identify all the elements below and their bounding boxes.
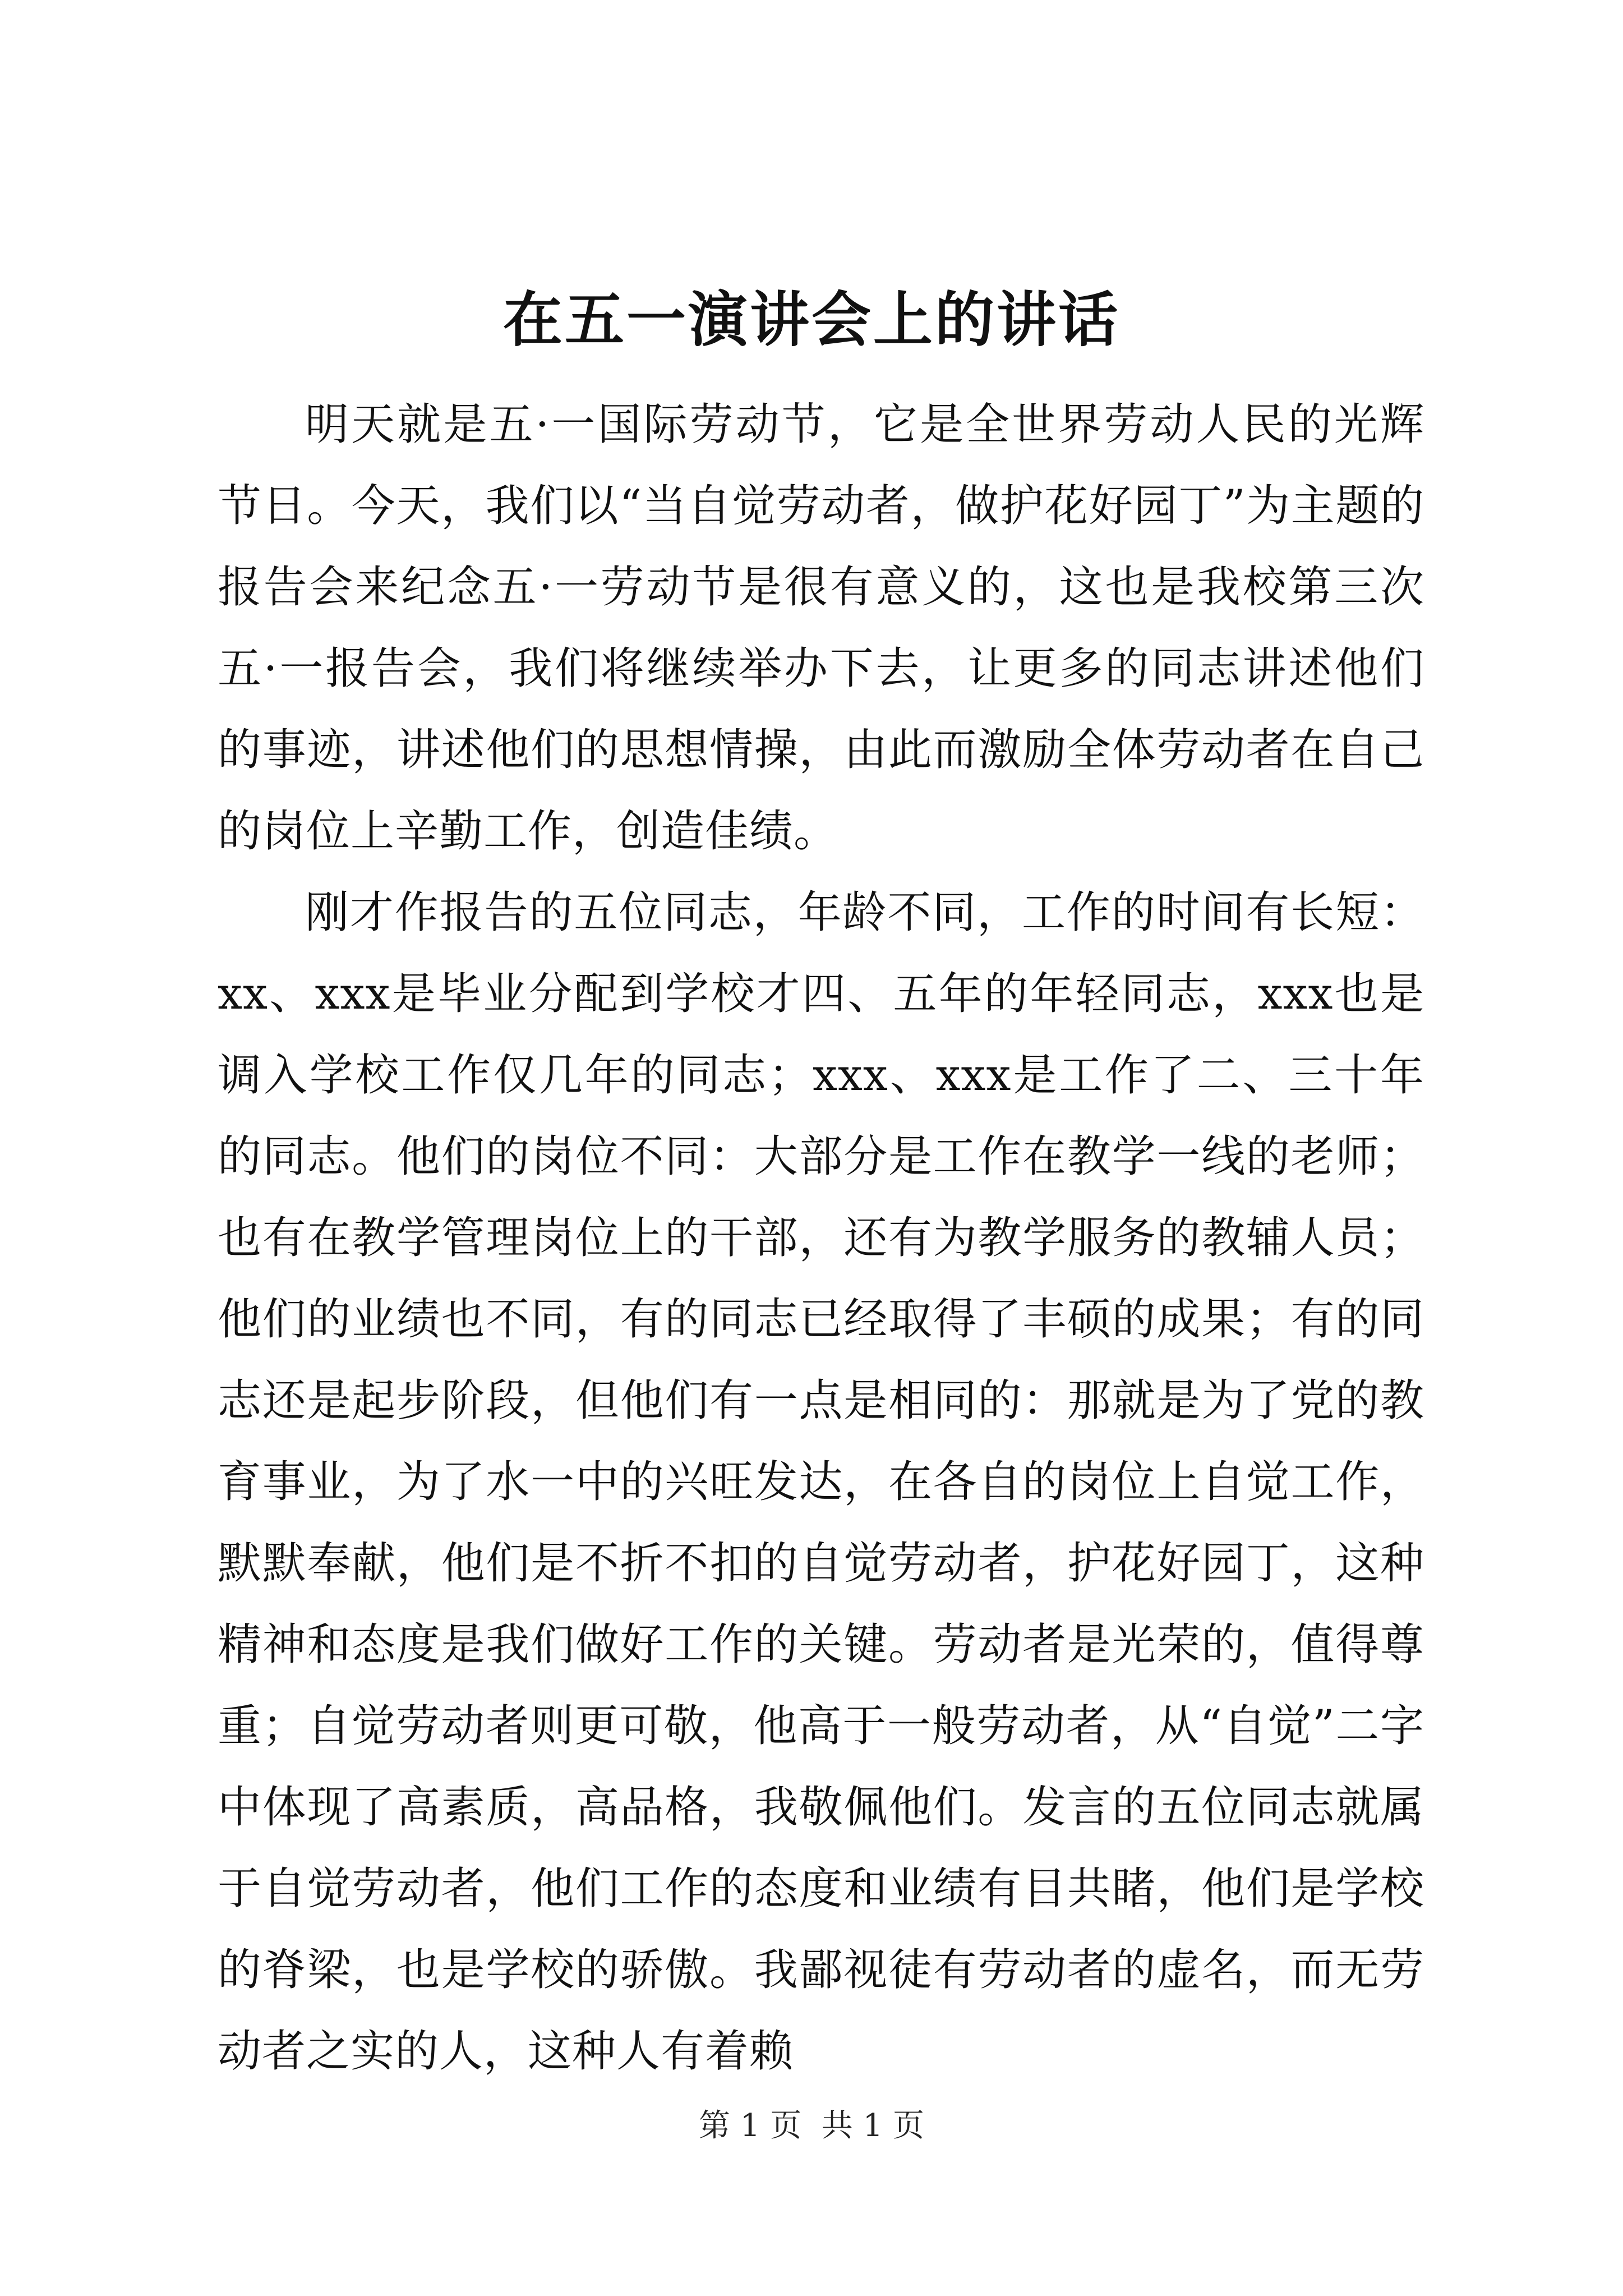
document-title: 在五一演讲会上的讲话 xyxy=(503,284,1120,355)
document-body xyxy=(218,384,1424,2092)
page-footer xyxy=(0,2106,1623,2146)
paragraph-2: 刚才作报告的五位同志，年龄不同，工作的时间有长短：xx、xxx是毕业分配到学校才四、五年的年轻同志，xxx也是调入学校工作仅几年的同志；xxx、xxx是工作了二、三十年的同志。他们的岗位不同：大部分是工作在教学一线的老师；也有在教学管理岗位上的干部，还有为教学服务的教辅人员；他们的业绩也不同，有的同志已经取得了丰硕的成果；有的同志还是起步阶段，但他们有一点是相同的：那就是为了党的教育事业，为了水一中的兴旺发达，在各自的岗位上自觉工作，默默奉献，他们是不折不扣的自觉劳动者，护花好园丁，这种精神和态度是我们做好工作的关键。劳动者是光荣的，值得尊重；自觉劳动者则更可敬，他高于一般劳动者，从“自觉”二字中体现了高素质，高品格，我敬佩他们。发言的五位同志就属于自觉劳动者，他们工作的态度和业绩有目共睹，他们是学校的脊梁，也是学校的骄傲。我鄙视徒有劳动者的虚名，而无劳动者之实的人，这种人有着赖 xyxy=(218,887,1424,2077)
paragraph-1: 明天就是五·一国际劳动节，它是全世界劳动人民的光辉节日。今天，我们以“当自觉劳动者，做护花好园丁”为主题的报告会来纪念五·一劳动节是很有意义的，这也是我校第三次五·一报告会，我们将继续举办下去，让更多的同志讲述他们的事迹，讲述他们的思想情操，由此而激励全体劳动者在自己的岗位上辛勤工作，创造佳绩。 xyxy=(218,399,1424,857)
page-number-label: 第 1 页 共 1 页 xyxy=(698,2108,925,2144)
